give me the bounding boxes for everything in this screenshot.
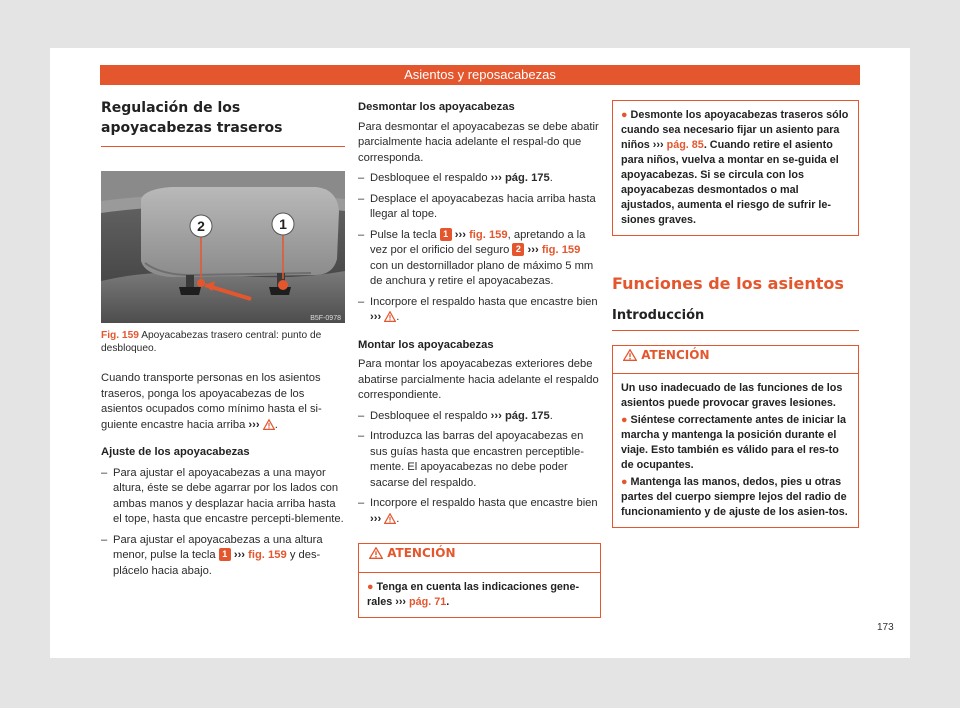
item-text: Desbloquee el respaldo bbox=[370, 409, 488, 422]
list-item bbox=[101, 533, 345, 580]
warning-title-text: ATENCIÓN bbox=[387, 546, 456, 560]
warning-box bbox=[612, 345, 859, 529]
figure-caption bbox=[101, 329, 345, 355]
warning-box bbox=[358, 543, 601, 618]
warning-triangle-icon[interactable] bbox=[384, 311, 396, 328]
item-text: Para ajustar el apoyacabezas a una altura menor, pulse la tecla bbox=[113, 533, 323, 561]
figure-ref-link[interactable]: fig. 159 bbox=[541, 244, 581, 256]
list-item: – Desplace el apoyacabezas hacia arriba hasta llegar al tope. bbox=[358, 192, 601, 223]
remove-subhead: Desmontar los apoyacabezas bbox=[358, 101, 515, 113]
warning-bullet-text: Mantenga las manos, dedos, pies u otras partes del cuerpo siempre lejos del radio de funcionamiento y de ajuste de los asien-tos. bbox=[621, 476, 848, 518]
bullet-icon: ● bbox=[621, 414, 628, 426]
warning-continued-box bbox=[612, 100, 859, 236]
warning-text-a: Desmonte los apoyacabezas traseros sólo cuando sea necesario fijar un asiento para niños bbox=[621, 109, 849, 151]
item-text: Incorpore el respaldo hasta que encastre bien bbox=[370, 497, 598, 509]
warning-title-text: ATENCIÓN bbox=[641, 347, 710, 362]
list-item: – Introduzca las barras del apoyacabezas en sus guías hasta que encastren perceptible-mente. El apoyacabezas no debe poder sacarse del respaldo. bbox=[358, 429, 601, 491]
button-1-badge: 1 bbox=[219, 548, 231, 561]
intro-text: Cuando transporte personas en los asientos traseros, ponga los apoyacabezas de los asientos ocupados como mínimo hasta el si-guiente encastre hacia arriba bbox=[101, 372, 322, 431]
see-arrows: ››› bbox=[490, 172, 502, 184]
button-1-badge: 1 bbox=[440, 228, 452, 241]
figure-code: B5F-0978 bbox=[310, 315, 341, 322]
item-text: Incorpore el respaldo hasta que encastre bien bbox=[370, 295, 598, 308]
install-list bbox=[358, 409, 601, 530]
lock-2-badge: 2 bbox=[512, 243, 524, 256]
see-arrows: ››› bbox=[652, 139, 664, 151]
figure-caption-text: Apoyacabezas trasero central: punto de desbloqueo. bbox=[101, 330, 322, 354]
figure-label-1: 1 bbox=[279, 216, 287, 232]
list-item: – Para ajustar el apoyacabezas a una mayor altura, éste se debe agarrar por los lados con ambas manos y desplazar hacia arriba hasta el tope, hasta que encastre percepti-blemente. bbox=[101, 466, 345, 528]
warning-triangle-icon[interactable] bbox=[263, 419, 275, 436]
figure-ref-link[interactable]: fig. 159 bbox=[248, 549, 287, 561]
page-ref-link[interactable]: pág. 175 bbox=[504, 409, 550, 422]
list-item: – Desbloquee el respaldo ››› pág. 175. bbox=[358, 171, 601, 187]
list-item: – Incorpore el respaldo hasta que encastre bien ››› . bbox=[358, 295, 601, 328]
column-1 bbox=[101, 98, 345, 579]
warning-text: ● Tenga en cuenta las indicaciones gene-rales ››› pág. 71. bbox=[367, 580, 580, 608]
intro-paragraph: Cuando transporte personas en los asientos traseros, ponga los apoyacabezas de los asientos ocupados como mínimo hasta el si-guiente encastre hacia arriba ››› . bbox=[101, 371, 345, 435]
see-arrows: ››› bbox=[233, 549, 246, 561]
headrest-illustration bbox=[101, 171, 345, 323]
warning-triangle-icon bbox=[623, 349, 637, 366]
adjust-list bbox=[101, 466, 345, 580]
section-title: Regulación de los apoyacabezas traseros bbox=[101, 98, 345, 147]
item-text: , apretando a la vez por el orificio del seguro bbox=[370, 228, 586, 256]
column-2 bbox=[358, 100, 601, 618]
page-ref-link[interactable]: pág. 85 bbox=[666, 139, 704, 151]
bullet-icon: ● bbox=[621, 476, 628, 488]
warning-box-title bbox=[359, 544, 600, 573]
see-arrows: ››› bbox=[454, 228, 466, 241]
list-item: – Desbloquee el respaldo ››› pág. 175. bbox=[358, 409, 601, 425]
warning-box-title bbox=[613, 346, 858, 375]
list-item: – Incorpore el respaldo hasta que encastre bien ››› . bbox=[358, 496, 601, 529]
see-arrows: ››› bbox=[395, 595, 407, 608]
see-arrows: ››› bbox=[527, 244, 539, 256]
remove-paragraph: Para desmontar el apoyacabezas se debe abatir parcialmente hacia adelante el respal-do que corresponda. bbox=[358, 120, 599, 164]
page-ref-link[interactable]: pág. 71 bbox=[409, 595, 447, 608]
list-item bbox=[358, 228, 601, 290]
item-text: Pulse la tecla bbox=[370, 228, 437, 241]
see-arrows: ››› bbox=[370, 311, 382, 323]
section-heading: Funciones de los asientos bbox=[612, 274, 844, 293]
figure-number: Fig. 159 bbox=[101, 330, 139, 341]
warning-triangle-icon[interactable] bbox=[384, 513, 396, 530]
warning-triangle-icon bbox=[369, 547, 383, 564]
warning-text bbox=[621, 381, 850, 520]
item-text: Desbloquee el respaldo bbox=[370, 172, 488, 184]
page-number: 173 bbox=[877, 622, 894, 633]
adjust-subhead: Ajuste de los apoyacabezas bbox=[101, 446, 250, 458]
item-text: y des-plácelo hacia abajo. bbox=[113, 549, 321, 577]
column-3 bbox=[612, 100, 859, 528]
warning-bullet bbox=[621, 413, 850, 473]
warning-text-a: Tenga en cuenta las indicaciones gene-rales bbox=[367, 580, 580, 608]
subsection-heading: Introducción bbox=[612, 308, 859, 331]
bullet-icon: ● bbox=[367, 580, 374, 593]
warning-text bbox=[621, 108, 850, 228]
item-text: con un destornillador plano de máximo 5 mm de anchura y retire el apoyacabezas. bbox=[370, 259, 594, 287]
install-paragraph: Para montar los apoyacabezas exteriores debe abatirse parcialmente hacia adelante el respaldo correspondiente. bbox=[358, 358, 599, 401]
bullet-icon: ● bbox=[621, 109, 628, 121]
install-subhead: Montar los apoyacabezas bbox=[358, 338, 494, 351]
warning-bullet-text: Siéntese correctamente antes de iniciar la marcha y mantenga la posición durante el viaje. Esto también es válido para el res-to de ocupantes. bbox=[621, 414, 846, 471]
figure-ref-link[interactable]: fig. 159 bbox=[469, 228, 508, 241]
warning-intro: Un uso inadecuado de las funciones de los asientos puede provocar graves lesiones. bbox=[621, 382, 843, 409]
warning-text-b: . Cuando retire el asiento para niños, vuelva a montar en se-guida el apoyacabezas. Si se circula con los apoyacabezas desmontados o mal ajustados, aumenta el riesgo de sufrir le-siones graves. bbox=[621, 139, 839, 226]
chapter-header: Asientos y reposacabezas bbox=[100, 65, 860, 85]
see-arrows: ››› bbox=[370, 512, 382, 525]
figure-159 bbox=[101, 171, 345, 323]
see-arrows: ››› bbox=[490, 409, 502, 422]
figure-label-2: 2 bbox=[197, 218, 205, 234]
warning-bullet bbox=[621, 475, 850, 520]
page-ref-link[interactable]: pág. 175 bbox=[504, 172, 550, 184]
remove-list bbox=[358, 171, 601, 328]
see-arrows: ››› bbox=[248, 418, 260, 431]
